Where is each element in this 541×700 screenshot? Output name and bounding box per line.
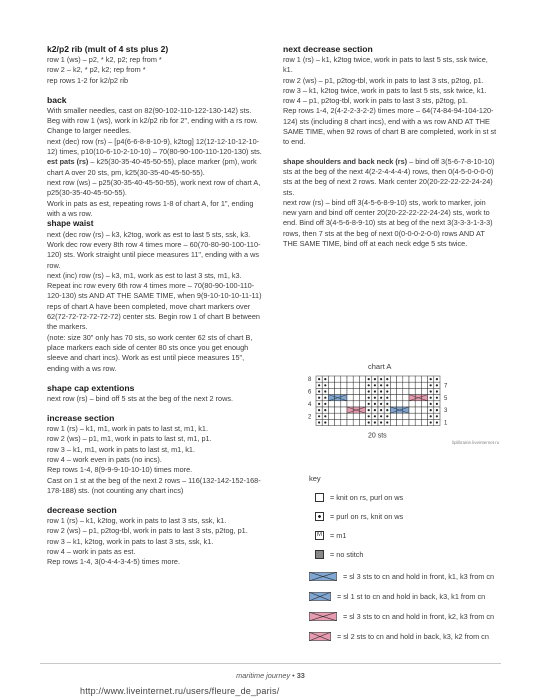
purl-dot [368,415,370,417]
chart-cell [353,388,359,394]
purl-dot [436,415,438,417]
chart-cell [335,419,341,425]
chart-cell [390,388,396,394]
purl-dot [324,384,326,386]
purl-dot [324,421,326,423]
chart-cell [359,413,365,419]
chart-cell [421,419,427,425]
chart-cell [328,413,334,419]
key-label: = no stitch [330,549,364,559]
right-column [283,44,498,249]
chart-cell [328,401,334,407]
chart-cell [409,376,415,382]
chart-cell [409,388,415,394]
url-watermark: http://www.liveinternet.ru/users/fleure_de_paris/ [80,686,280,696]
waist-text-1: next (dec row (rs) – k3, k2tog, work as est to last 5 sts, ssk, k3. Work dec row every 8th row 4 times more – 60(70-80-90-100-110-120) sts. Work straight until piece measures 11", ending with a ws row. [47,229,261,270]
est-pats-text: – k25(30-35-40-45-50-55), place marker (pm), work chart A over 20 sts, pm, k25(30-35-40-45-50-55). [47,157,257,177]
next-decrease-row: row 3 – k1, k2tog twice, work in pats to last 5 sts, ssk twice, k1. [283,85,487,95]
chart-cell [409,419,415,425]
page-footer [0,671,541,680]
chart-cell [421,401,427,407]
purl-dot [318,397,320,399]
next-decrease-row: row 2 (ws) – p1, p2tog-tbl, work in pats to last 3 sts, p2tog, p1. [283,75,484,85]
row-number-left: 6 [308,389,312,396]
key-item [315,548,363,560]
purl-dot [386,415,388,417]
chart-cell [341,401,347,407]
purl-dot [430,421,432,423]
purl-dot [386,384,388,386]
chart-cell [328,407,334,413]
chart-cell [421,407,427,413]
decrease-heading: decrease section [47,505,117,516]
purl-dot [436,390,438,392]
chart-cell [390,382,396,388]
purl-dot [436,397,438,399]
chart-cell [397,413,403,419]
purl-dot [380,415,382,417]
footer-rule [40,663,501,664]
chart-cell [415,401,421,407]
increase-row: Cast on 1 st at the beg of the next 2 rows – 116(132-142-152-168-178-188) sts. (not counting any chart incs) [47,475,261,495]
chart-cell [390,395,396,401]
purl-dot [380,409,382,411]
chart-cell [421,413,427,419]
chart-cell [335,407,341,413]
chart-cell [403,401,409,407]
shoulders-para [283,157,498,198]
key-item [309,610,494,622]
purl-dot [380,384,382,386]
purl-dot [374,390,376,392]
row-number-left: 2 [308,414,312,421]
back-next-row: next (dec) row (rs) – [p4(6-6-8-8-10-9), k2tog] 12(12-12-10-12-10-12) times, p10(10-6-10-2-10-10) – 70(80-90-100-110-120-130) sts. [47,136,262,157]
chart-cell [397,395,403,401]
purl-dot [386,421,388,423]
key-label: = m1 [330,530,347,540]
chart-cell [353,395,359,401]
increase-row: row 4 – work even in pats (no incs). [47,455,162,464]
purl-dot [380,378,382,380]
blue-cable-back-icon [309,592,331,601]
chart-cell [359,382,365,388]
purl-dot [436,378,438,380]
side-watermark: liplibrairie.liveinternet.ru [452,440,500,445]
chart-cell [390,401,396,407]
chart-title: chart A [368,362,392,371]
chart-cell [415,388,421,394]
chart-cell [347,395,353,401]
chart-cell [347,376,353,382]
chart-cell [328,419,334,425]
purl-dot [430,384,432,386]
purl-dot [430,397,432,399]
purl-dot [386,409,388,411]
est-pats [47,157,262,178]
rib-row: rep rows 1-2 for k2/p2 rib [47,75,129,85]
chart-cell [328,382,334,388]
next-decrease-heading: next decrease section [283,44,373,54]
purl-dot [374,378,376,380]
chart-cell [335,413,341,419]
purl-dot [324,397,326,399]
chart-cell [335,382,341,388]
chart-cell [359,401,365,407]
row-number-left: 4 [308,402,312,408]
chart-cell [421,376,427,382]
purl-dot [318,409,320,411]
purl-dot [380,397,382,399]
purl-dot [436,409,438,411]
purl-dot [436,384,438,386]
key-title: key [309,474,321,483]
purl-dot [368,403,370,405]
chart-cell [390,413,396,419]
footer-separator: • [290,671,297,680]
gray-square-icon [315,550,324,559]
increase-row: row 3 – k1, m1, work in pats to last st, m1, k1. [47,444,196,454]
chart-cell [397,419,403,425]
chart-cell [341,419,347,425]
chart-cell [397,376,403,382]
chart-cell [415,419,421,425]
rib-row: row 2 – k2, * p2, k2; rep from * [47,65,146,75]
purl-dot [430,378,432,380]
rib-row: row 1 (ws) – p2, * k2, p2; rep from * [47,55,162,64]
work-in-pats: Work in pats as est, repeating rows 1-8 of chart A, for 1", ending with a ws row. [47,198,254,218]
key-item [315,510,403,522]
chart-cell [347,388,353,394]
key-item [315,529,346,541]
shoulders-text: – bind off 3(5-6-7-8-10-10) sts at the beg of the next 4(2-2-4-4-4-4) rows, then 0(4-5-0-0-0-0) sts at the beg of next 2 rows. Mark center 20(20-22-22-22-24-24) sts. [283,156,495,197]
decrease-row: row 2 (ws) – p1, p2tog-tbl, work in pats to last 3 sts, p2tog, p1. [47,526,248,536]
cap-heading: shape cap extentions [47,382,135,393]
purl-dot [368,421,370,423]
chart-cell [397,388,403,394]
purl-dot [380,390,382,392]
chart-cell [415,407,421,413]
chart-cell [359,395,365,401]
chart-cell [415,382,421,388]
purl-dot [318,384,320,386]
purl-dot [386,378,388,380]
cap-text: next row (rs) – bind off 5 sts at the beg of the next 2 rows. [47,393,234,403]
key-item [309,570,494,582]
key-label: = sl 1 st to cn and hold in back, k3, k1 from cn [337,591,486,601]
chart-cell [409,413,415,419]
rib-heading: k2/p2 rib (mult of 4 sts plus 2) [47,44,169,54]
next-decrease-row: row 4 – p1, p2tog-tbl, work in pats to last 3 sts, p2tog, p1. [283,96,468,106]
est-pats-label: est pats (rs) [47,157,89,167]
row-number-right: 7 [444,383,448,390]
chart-cell [415,413,421,419]
chart-cell [335,388,341,394]
chart-cell [341,382,347,388]
purl-dot [386,390,388,392]
purl-dot [374,397,376,399]
chart-cell [403,376,409,382]
blue-cable-front-icon [309,572,337,581]
chart-cell [409,382,415,388]
purl-dot [430,409,432,411]
key-item [315,491,403,503]
chart-cell [353,376,359,382]
purl-dot [430,390,432,392]
purl-dot [324,390,326,392]
chart-cell [347,419,353,425]
chart-cell [341,388,347,394]
row-number-right: 3 [444,408,448,415]
chart-cell [341,413,347,419]
purl-dot [318,378,320,380]
purl-dot [374,409,376,411]
m-square-icon: M [317,531,322,538]
chart-cell [359,376,365,382]
back-text: With smaller needles, cast on 82(90-102-110-122-130-142) sts. Beg with row 1 (ws), work in k2/p2 rib for 2", ending with a rs row. Change to larger needles. [47,105,258,136]
purl-dot [374,415,376,417]
chart-cell [403,413,409,419]
key-label: = sl 3 sts to cn and hold in front, k2, k3 from cn [343,611,495,621]
next-decrease-row: Rep rows 1-4, 2(4-2-2-3-2-2) times more – 64(74-84-94-104-120-124) sts (including 8 chart incs), end with a ws row AND AT THE SAME TIME, when 92 rows of chart B are completed, work in st st to end. [283,106,497,147]
dot-square-icon [315,512,324,521]
back-heading: back [47,94,67,105]
chart-cell [353,413,359,419]
purl-dot [324,409,326,411]
key-label: = knit on rs, purl on ws [330,492,404,502]
stitch-count: 20 sts [368,432,387,440]
chart-cell [328,376,334,382]
chart-cell [390,376,396,382]
purl-dot [374,403,376,405]
purl-dot [380,421,382,423]
pink-cable-front-icon [309,612,337,621]
purl-dot [318,415,320,417]
purl-dot [430,415,432,417]
chart-cell [335,401,341,407]
pink-cable-back-icon [309,632,331,641]
decrease-row: row 1 (rs) – k1, k2tog, work in pats to last 3 sts, ssk, k1. [47,516,227,526]
page-number: 33 [296,671,305,680]
chart-cell [415,376,421,382]
purl-dot [318,421,320,423]
next-decrease-row: row 1 (rs) – k1, k2tog twice, work in pats to last 5 sts, ssk twice, k1. [283,55,488,75]
purl-dot [318,403,320,405]
chart-cell [403,388,409,394]
chart-cell [335,376,341,382]
chart-cell [341,376,347,382]
purl-dot [436,421,438,423]
chart-cell [397,382,403,388]
chart-cell [403,382,409,388]
purl-dot [374,421,376,423]
key-label: = purl on rs, knit on ws [330,511,404,521]
increase-row: row 2 (ws) – p1, m1, work in pats to last st, m1, p1. [47,434,212,444]
purl-dot [324,415,326,417]
chart-cell [409,401,415,407]
increase-row: row 1 (rs) – k1, m1, work in pats to last st, m1, k1. [47,424,208,434]
purl-dot [324,403,326,405]
purl-dot [386,397,388,399]
increase-heading: increase section [47,413,115,424]
chart-cell [347,401,353,407]
purl-dot [318,390,320,392]
chart-cell [359,388,365,394]
shoulders-text-2: next row (rs) – bind off 3(4-5-6-8-9-10) sts, work to marker, join new yarn and bind off center 20(20-22-22-22-24-24) sts, work to end. Bind off 3(4-5-6-8-9-10) sts at beg of the next 3(3-3-3-1-3-3) rows, then 7 sts at the beg of next 0(0-0-0-2-0-0) rows AND AT THE SAME TIME, bind off at each neck edge 5 sts twice. [283,197,493,249]
increase-row: Rep rows 1-4, 8(9-9-9-10-10-10) times more. [47,465,193,475]
purl-dot [380,403,382,405]
chart-cell [403,395,409,401]
chart-cell [353,401,359,407]
blank-square-icon [315,493,324,502]
chart-cell [353,382,359,388]
purl-dot [368,409,370,411]
key-item [309,630,489,642]
key-label: = sl 3 sts to cn and hold in front, k1, k3 from cn [343,571,495,581]
row-number-left: 8 [308,377,312,384]
purl-dot [386,403,388,405]
row-number-right: 1 [444,420,448,427]
left-column [47,44,262,568]
purl-dot [368,378,370,380]
magazine-name: maritime journey [236,671,291,680]
chart-cell [359,419,365,425]
chart-cell [421,388,427,394]
purl-dot [368,390,370,392]
decrease-row: Rep rows 1-4, 3(0-4-4-3-4-5) times more. [47,557,181,567]
chart-cell [409,407,415,413]
chart-cell [353,419,359,425]
shape-waist-heading: shape waist [47,219,94,229]
shoulders-heading: shape shoulders and back neck (rs) [283,156,408,166]
waist-note: (note: size 30" only has 70 sts, so work center 62 sts of chart B, place markers each side of center 80 sts once you get enough sleeve and chart incs). Work as est until piece measures 15", ending with a ws row. [47,332,253,373]
purl-dot [368,397,370,399]
purl-dot [374,384,376,386]
chart-cell [328,388,334,394]
decrease-row: row 3 – k1, k2tog, work in pats to last 3 sts, ssk, k1. [47,536,214,546]
chart-cell [421,382,427,388]
purl-dot [324,378,326,380]
chart-cell [347,413,353,419]
chart-cell [390,419,396,425]
row-number-right: 5 [444,395,448,402]
key-item [309,590,485,602]
chart-cell [341,407,347,413]
chart-cell [403,419,409,425]
next-row-ws: next row (ws) – p25(30-35-40-45-50-55), work next row of chart A, p25(30-35-40-45-50-55). [47,177,261,198]
purl-dot [430,403,432,405]
purl-dot [436,403,438,405]
decrease-row: row 4 – work in pats as est. [47,547,136,557]
key-label: = sl 2 sts to cn and hold in back, k3, k2 from cn [337,631,489,641]
purl-dot [368,384,370,386]
waist-text-2: next (inc) row (rs) – k3, m1, work as est to last 3 sts, m1, k3. Repeat inc row every 6th row 4 times more – 70(80-90-100-110-120-130) sts AND AT THE SAME TIME, when 9(9-10-10-10-11-11) reps of chart A have been completed, move chart markers over 62(72-72-72-72-72-72) center sts. Begin row 1 of chart B between the markers. [47,270,262,332]
chart-cell [397,401,403,407]
chart-cell [347,382,353,388]
